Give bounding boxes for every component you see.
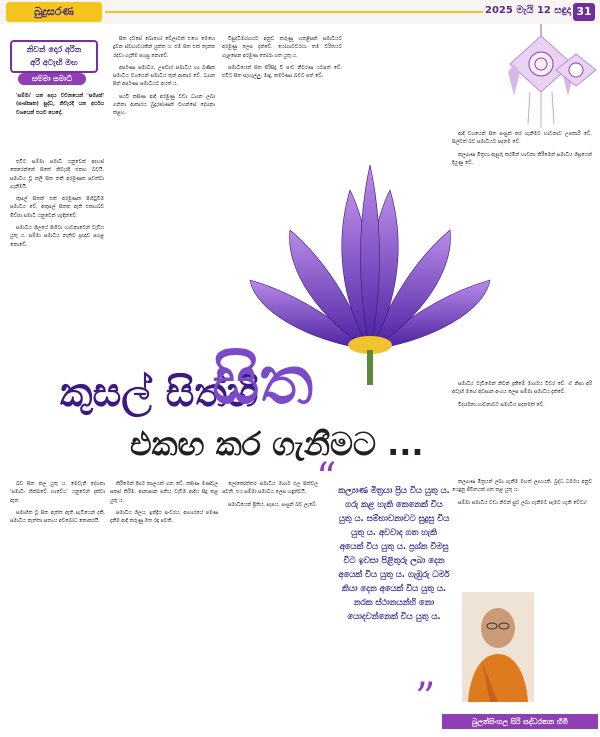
paragraph: සමාහිත වූ සිත ඇත්ත ඇති සැටියෙන් දකී. සමාධිය නැත්තා සත්‍යය අවබෝධ නොකරයි. (10, 509, 105, 525)
headline-line-1: කුසල් සිත්හි (60, 370, 259, 416)
author-name: බුලත්සිංහල සිරි සද්ධරතන හිමි (442, 714, 598, 729)
paragraph: සමාධියෙන් සිත පිරිසිදු වී පංච නීවරණ යටපත් වේ. එවිට සිත සැහැල්ලු, මෘදු, කර්මණ්‍ය බවට පත් වේ. (222, 64, 342, 80)
kicker-line-2: අරි අටැඟි මඟ (30, 58, 78, 67)
kicker-line-1: නිවන් දොර අරින (26, 45, 82, 54)
paragraph: විදර්ශනා භාවනාවට සමාධිය පදනමක් වේ. (458, 401, 545, 408)
issue-date: 2025 මැයි 12 සඳුදා (485, 5, 572, 16)
paragraph: එවිට සම්මා සමාධි යනුවෙන් අදහස් කෙරෙන්නේ සිතේ නිවැරදි එකඟ බවයි. සමාධිය වූ කලී සිත තනි අරමුණක පවත්වා ගැනීමයි. (10, 159, 104, 190)
brand-logo: බුදුසරණ (6, 2, 102, 22)
paragraph: සමාධියෙන් ප්‍රීතිය, සැපය, සංසුන් බව ලැබේ. (228, 501, 318, 508)
article-column-2 (113, 35, 215, 330)
paragraph: කිරීමෙන් දීර්ඝ කාලයක් ගත වේ. කසිණ මණ්ඩල සකස් කිරීම, ආනාපාන සතිය වැඩීම ආදිය සිදු කළ යුතු ය. (110, 481, 218, 504)
paragraph: සමාධිය වැඩීමෙන් නිවන් දැකීමේ මාර්ගය විවර වේ. ඒ නිසා අරි අටැඟි මඟේ අවසාන අංගය ලෙස සම්මා සමාධිය දැක්වේ. (452, 381, 592, 396)
author-portrait-image (462, 592, 534, 702)
paragraph: සම්මා සමාධිය වඩා නිවන් සුව ලබා ගැනීමට සැමට හැකි වේවා! (458, 499, 587, 506)
intro-paragraph: 'සම්මා' යන පදය වචනයෙන් 'සම්‍යක්' (සංස්කෘත) සුද්ධ, නිවැරදි යන අර්ථය වශයෙන් එයට යෙදේ. (16, 93, 104, 116)
article-column-7 (110, 480, 218, 720)
headline-line-2: එකඟ කර ගැනීමට ... (130, 425, 424, 463)
paragraph: අර්පණා සමාධිය, උපචාර සමාධිය හා ඛණික සමාධිය වශයෙන් සමාධිය තුන් ආකාර වේ. ධ්‍යාන සිත් අර්පණා සමාධියට අයත් ය. (113, 64, 215, 88)
header-rule (105, 11, 483, 13)
quote-close-icon: ” (415, 675, 436, 721)
paragraph: කුසල් සිතක් එක් අරමුණක පිහිටුවීම සමාධිය වේ. අකුසල් සිතක ඇති එකඟබව මිච්ඡා සමාධි යනුවෙන් හැඳින්වේ. (10, 196, 104, 219)
paragraph: පඨවි කසිණ ආදී අරමුණු වඩා ධ්‍යාන ලබා ගන්නා ආකාරය බුදුරජාණන් වහන්සේ දේශනා කළහ. (113, 93, 215, 117)
paragraph: සිත දවසේ බොහෝ වේලාවක් එහෙ මෙහෙ දුවන ස්වභාවයකින් යුක්ත ය. එම සිත එක් තැනක රඳවා ගැනීම පහසු නොවේ. (113, 36, 215, 59)
series-badge: සම්මා සමාධි (18, 73, 86, 85)
pull-quote: කල්‍යාණ මිත්‍රයා ප්‍රිය විය යුතු ය. ගරු කළ හැකි කෙනෙක් විය යුතු ය. සම්භාවනාවට සුදුසු විය යුතු ය. අවවාද ගත හැකි අයෙක් විය යුතු ය. ප්‍රශ්න විමසු විට ඉවසා පිළිතුරු ලබා දෙන අයෙක් විය යුතු ය. ගැඹුරු ධර්ම කියා දෙන අයෙක් විය යුතු ය. නරක ස්ථානයන්හි නො යොදවන්නෙක් විය යුතු ය. (338, 485, 450, 621)
quote-open-icon: “ (316, 455, 337, 501)
paragraph: කල්‍යාණ මිත්‍රයා ඇසුරු කරමින් භාවනා කිරීමෙන් සමාධිය ශීඝ්‍රයෙන් දියුණු වේ. (452, 151, 592, 166)
paragraph: බව සිත කල යුතු ය. මෙවැනි දේශනා 'සමාධිං භික්ඛවේ භාවේථ' යනුවෙන් දක්වා ඇත. (10, 481, 105, 504)
series-kicker (10, 40, 98, 73)
vesak-lantern-icon (490, 24, 598, 132)
paragraph: ලෝකෝත්තර සමාධිය මාර්ග ඵල සිත්වල පවතී. එය සම්මා සමාධිය ලෙස හඳුන්වයි. (222, 481, 318, 496)
paragraph: සමාධිය ශීලයේ පිහිටා භාවනාවෙන් වැඩිය යුතු ය. සම්මා සමාධිය නැතිව ප්‍රඥාව පහළ නොවේ. (10, 225, 104, 248)
paragraph: විසුද්ධිමග්ගයට අනුව කරුණු හතළිසක් සමාධියට අරමුණු ලෙස දැක්වේ. යෝගාවචරයා තම චරිතයට ගැළපෙන අරමුණ තෝරා ගත යුතු ය. (222, 36, 342, 59)
paragraph: කල්‍යාණ මිත්‍රයන් ලබා ගැනීම මහත් ලාභයකි. බුද්ධ ධර්මය අනුව යෙදුනු ජීවිතයක් ගත කළ යුතු ය. (452, 479, 592, 494)
paragraph: ආදී වශයෙන් සිත සංසුන් කර ගැනීමට භාවනාව උපකාරී වේ. සිල්වත් බව සමාධියට පදනම වේ. (452, 131, 592, 146)
article-column-8 (222, 480, 318, 720)
headline-emphasis: සිත (212, 342, 314, 419)
article-column-6 (10, 480, 105, 720)
paragraph: සමාධිය ශීලය, ඉන්ද්‍රිය සංවරය, ආහාරයේ පමණ දැනීම ආදී කරුණු මත රඳා පවතී. (110, 509, 218, 525)
page-number: 31 (573, 3, 595, 21)
